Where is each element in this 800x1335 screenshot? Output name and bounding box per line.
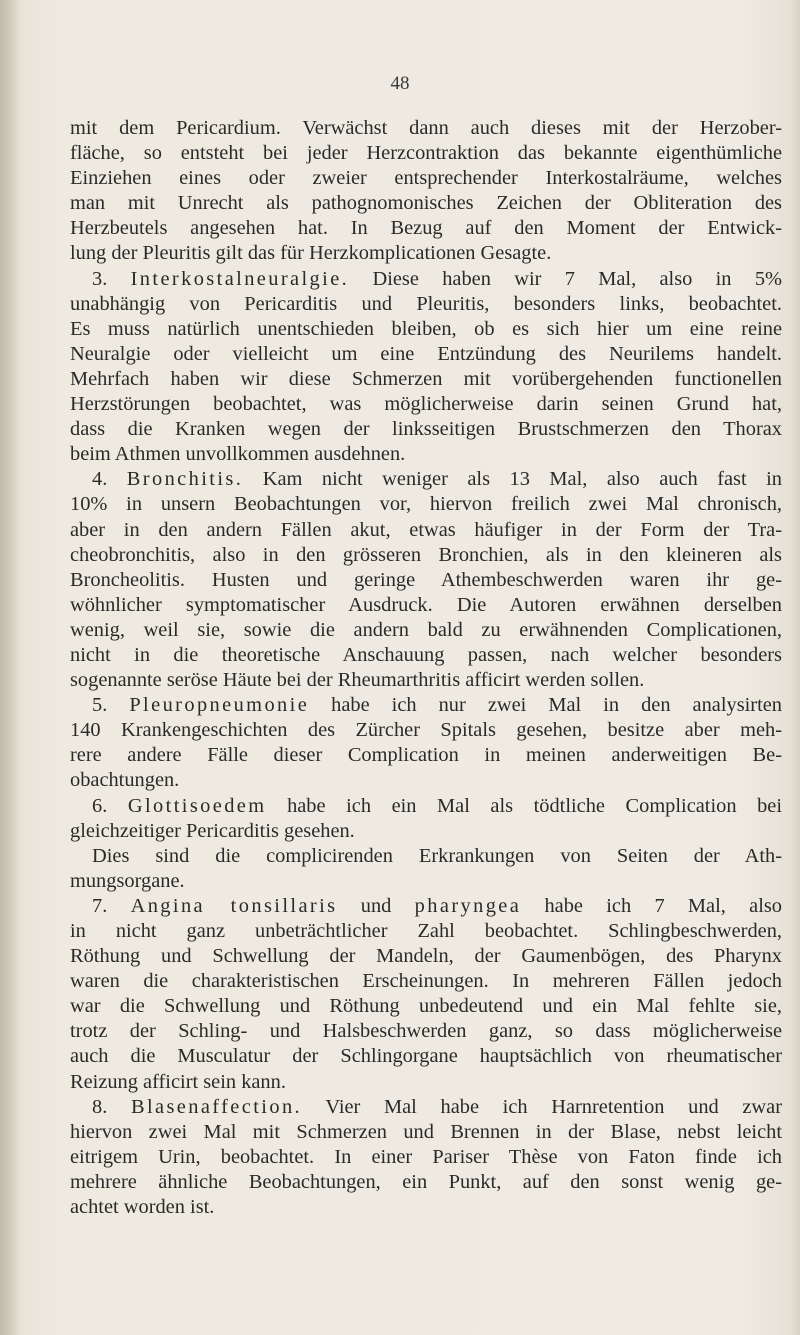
page-number: 48 — [390, 73, 410, 94]
text-line — [70, 166, 782, 191]
text-line — [70, 1145, 782, 1170]
text-line — [70, 593, 782, 618]
line-text: 140 Krankengeschichten des Zürcher Spitals gesehen, besitze aber meh- — [70, 719, 782, 742]
line-text: Herzbeutels angesehen hat. In Bezug auf den Moment der Entwick- — [70, 217, 782, 240]
line-text: beim Athmen unvollkommen ausdehnen. — [70, 443, 406, 466]
text-line — [70, 718, 782, 743]
line-text: war die Schwellung und Röthung unbedeutend und ein Mal fehlte sie, — [70, 995, 782, 1018]
text-line — [70, 518, 782, 543]
line-text: Mehrfach haben wir diese Schmerzen mit vorübergehenden functionellen — [70, 367, 782, 390]
text-line — [70, 919, 782, 944]
line-text: trotz der Schling- und Halsbeschwerden ganz, so dass möglicherweise — [70, 1020, 782, 1043]
line-text: aber in den andern Fällen akut, etwas häufiger in der Form der Tra- — [70, 518, 782, 541]
section-heading: Glottisoedem — [127, 794, 267, 817]
line-text: fläche, so entsteht bei jeder Herzcontraktion das bekannte eigenthümliche — [70, 142, 782, 165]
text-line — [70, 844, 782, 869]
line-text: Vier Mal habe ich Harnretention und zwar — [302, 1095, 782, 1118]
section-heading: Pleuropneumonie — [129, 694, 310, 717]
text-line — [70, 141, 782, 166]
line-text: mit dem Pericardium. Verwächst dann auch dieses mit der Herzober- — [70, 117, 782, 139]
text-line — [70, 417, 782, 442]
text-line — [70, 794, 782, 819]
text-line — [70, 1170, 782, 1195]
line-text: Es muss natürlich unentschieden bleiben, ob es sich hier um eine reine — [70, 317, 782, 340]
text-line — [70, 1044, 782, 1069]
line-text: obachtungen. — [70, 769, 180, 792]
line-text: mungsorgane. — [70, 869, 185, 892]
text-line — [70, 944, 782, 969]
text-line — [70, 241, 782, 266]
line-text: 6. — [92, 794, 128, 817]
line-text: mehrere ähnliche Beobachtungen, ein Punkt, auf den sonst wenig ge- — [70, 1170, 782, 1193]
line-text: 3. — [92, 267, 131, 290]
line-text: lung der Pleuritis gilt das für Herzkomplicationen Gesagte. — [70, 242, 552, 265]
line-text: man mit Unrecht als pathognomonisches Zeichen der Obliteration des — [70, 192, 782, 215]
text-line — [70, 1120, 782, 1145]
line-text: in nicht ganz unbeträchtlicher Zahl beobachtet. Schlingbeschwerden, — [70, 920, 782, 942]
line-text: 8. — [92, 1095, 131, 1118]
line-text: Kam nicht weniger als 13 Mal, also auch fast in — [243, 468, 782, 491]
line-text: hiervon zwei Mal mit Schmerzen und Brennen in der Blase, nebst leicht — [70, 1120, 782, 1143]
text-line — [70, 969, 782, 994]
section-heading: Angina tonsillaris — [130, 894, 338, 917]
text-line — [70, 994, 782, 1019]
line-text: achtet worden ist. — [70, 1196, 215, 1219]
line-text: 4. — [92, 468, 127, 491]
text-line — [70, 317, 782, 342]
line-text: rere andere Fälle dieser Complication in meinen anderweitigen Be- — [70, 744, 782, 767]
line-text: gleichzeitiger Pericarditis gesehen. — [70, 819, 355, 842]
text-line — [70, 492, 782, 517]
line-text: 5. — [92, 694, 130, 717]
line-text: habe ich ein Mal als tödtliche Complication bei — [266, 794, 782, 817]
text-line — [70, 1019, 782, 1044]
section-heading: Interkostalneuralgie. — [130, 267, 350, 290]
section-heading: Bronchitis. — [126, 468, 244, 491]
text-line — [70, 342, 782, 367]
line-text: 7. — [92, 894, 131, 917]
section-heading: Blasenaffection. — [130, 1095, 303, 1118]
line-text: habe ich 7 Mal, also — [521, 894, 782, 917]
text-line — [70, 543, 782, 568]
line-text: habe ich nur zwei Mal in den analysirten — [309, 694, 782, 717]
text-line — [70, 367, 782, 392]
line-text: Dies sind die complicirenden Erkrankungen von Seiten der Ath- — [92, 844, 782, 867]
line-text: waren die charakteristischen Erscheinungen. In mehreren Fällen jedoch — [70, 970, 782, 993]
text-line — [70, 1095, 782, 1120]
text-line — [70, 216, 782, 241]
line-text: auch die Musculatur der Schlingorgane hauptsächlich von rheumatischer — [70, 1045, 782, 1068]
line-text: eitrigem Urin, beobachtet. In einer Pariser Thèse von Faton finde ich — [70, 1145, 782, 1168]
line-text: wöhnlicher symptomatischer Ausdruck. Die Autoren erwähnen derselben — [70, 593, 782, 616]
line-text: Reizung afficirt sein kann. — [70, 1070, 286, 1093]
body-text — [70, 116, 782, 1220]
line-text: Neuralgie oder vielleicht um eine Entzündung des Neurilems handelt. — [70, 342, 782, 365]
text-line — [70, 191, 782, 216]
text-line — [70, 1195, 782, 1220]
text-line — [70, 668, 782, 693]
text-line — [70, 1070, 782, 1095]
line-text: nicht in die theoretische Anschauung passen, nach welcher besonders — [70, 643, 782, 666]
line-text: Diese haben wir 7 Mal, also in 5% — [349, 267, 782, 290]
line-text: Herzstörungen beobachtet, was möglicherweise darin seinen Grund hat, — [70, 393, 782, 416]
text-line — [70, 819, 782, 844]
text-line — [70, 693, 782, 718]
text-line — [70, 869, 782, 894]
text-line — [70, 743, 782, 768]
line-text: Einziehen eines oder zweier entsprechender Interkostalräume, welches — [70, 167, 782, 190]
line-text: unabhängig von Pericarditis und Pleuritis, besonders links, beobachtet. — [70, 292, 782, 315]
line-text: wenig, weil sie, sowie die andern bald zu erwähnenden Complicationen, — [70, 618, 782, 641]
text-line — [70, 768, 782, 793]
text-line — [70, 267, 782, 292]
text-line — [70, 467, 782, 492]
text-line — [70, 116, 782, 141]
line-text: dass die Kranken wegen der linksseitigen Brustschmerzen den Thorax — [70, 418, 782, 441]
line-text: sogenannte seröse Häute bei der Rheumarthritis afficirt werden sollen. — [70, 669, 645, 692]
text-line — [70, 392, 782, 417]
line-text: Röthung und Schwellung der Mandeln, der Gaumenbögen, des Pharynx — [70, 945, 782, 968]
text-line — [70, 442, 782, 467]
text-line — [70, 894, 782, 919]
line-text: 10% in unsern Beobachtungen vor, hiervon freilich zwei Mal chronisch, — [70, 493, 782, 516]
text-line — [70, 568, 782, 593]
section-heading: pharyngea — [414, 894, 522, 917]
text-line — [70, 292, 782, 317]
line-text: und — [337, 894, 415, 917]
line-text: Broncheolitis. Husten und geringe Athembeschwerden waren ihr ge- — [70, 568, 782, 591]
line-text: cheobronchitis, also in den grösseren Bronchien, als in den kleineren als — [70, 543, 782, 566]
page-edge-shadow — [0, 0, 22, 1335]
text-line — [70, 643, 782, 668]
text-line — [70, 618, 782, 643]
